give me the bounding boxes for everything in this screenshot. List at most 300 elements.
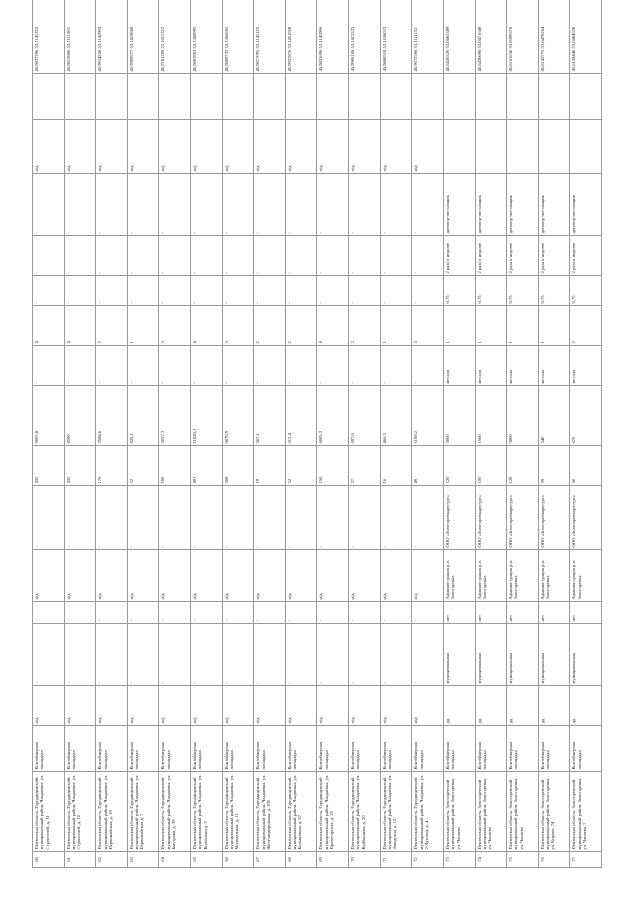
table-cell: Пензенская область, Городищенский муниципальный район, Чаадаевка, ул. Строителей, д. 11 bbox=[33, 772, 65, 852]
table-cell bbox=[254, 74, 286, 120]
table-row bbox=[64, 0, 96, 868]
table-cell: - bbox=[64, 346, 96, 386]
table-cell: 45,6143775 53,0478264 bbox=[538, 0, 570, 74]
table-cell: 120 bbox=[443, 446, 475, 486]
table-cell: 4 bbox=[64, 306, 96, 346]
table-cell: 63 bbox=[127, 852, 159, 868]
table-cell: 2 bbox=[254, 306, 286, 346]
table-cell: металл bbox=[570, 346, 602, 386]
table-cell: 65 bbox=[191, 852, 223, 868]
table-cell: 3 bbox=[96, 306, 128, 346]
table-cell: - bbox=[317, 236, 349, 276]
table-cell: 2 раза в неделю bbox=[507, 236, 539, 276]
table-cell: 45,9817095 53,1141125 bbox=[254, 0, 286, 74]
table-cell: - bbox=[127, 236, 159, 276]
table-cell: н/д bbox=[254, 686, 286, 726]
table-cell: н/д bbox=[33, 550, 65, 602]
table-cell: 2 bbox=[349, 306, 381, 346]
table-cell: 45,9937876 53,1451858 bbox=[285, 0, 317, 74]
table-cell: дд bbox=[475, 686, 507, 726]
table-cell: 0,75 bbox=[475, 276, 507, 306]
table-cell: 45,6430690 53,0471649 bbox=[475, 0, 507, 74]
table-cell: 340 bbox=[538, 386, 570, 446]
table-cell: н/д bbox=[349, 686, 381, 726]
table-cell: - bbox=[380, 624, 412, 686]
table-cell: н/д bbox=[96, 120, 128, 174]
table-row bbox=[222, 0, 254, 868]
table-cell: - bbox=[159, 276, 191, 306]
table-cell: договор-поставщик bbox=[507, 174, 539, 236]
table-cell: н/д bbox=[349, 120, 381, 174]
table-row bbox=[317, 0, 349, 868]
table-cell: - bbox=[96, 174, 128, 236]
table-cell: - bbox=[33, 174, 65, 236]
table-cell: нет bbox=[507, 602, 539, 624]
table-cell: - bbox=[412, 276, 444, 306]
table-cell: - bbox=[127, 486, 159, 550]
table-cell: - bbox=[33, 236, 65, 276]
table-cell: 45,9909577 53,1419860 bbox=[127, 0, 159, 74]
table-cell: 67 bbox=[254, 852, 286, 868]
table-cell: 6085,3 bbox=[317, 386, 349, 446]
table-cell: договор-поставщик bbox=[570, 174, 602, 236]
table-cell: - bbox=[96, 276, 128, 306]
table-cell: н/д bbox=[64, 686, 96, 726]
table-cell: - bbox=[380, 174, 412, 236]
table-cell: - bbox=[254, 486, 286, 550]
table-cell bbox=[317, 74, 349, 120]
table-cell: Пензенская область, Золотаревский муниципальный район, Золотаревка, ул. Чапаева bbox=[507, 772, 539, 852]
table-cell: 920,1 bbox=[127, 386, 159, 446]
table-cell: 2057,3 bbox=[159, 386, 191, 446]
table-cell: н/д bbox=[412, 120, 444, 174]
table-cell: 0,75 bbox=[538, 276, 570, 306]
table-cell bbox=[33, 74, 65, 120]
table-cell: н/д bbox=[380, 120, 412, 174]
table-cell: - bbox=[285, 346, 317, 386]
table-cell: договор-поставщик bbox=[538, 174, 570, 236]
table-cell: ООО «Золотаревкаресурс» bbox=[507, 486, 539, 550]
table-cell: 68 bbox=[285, 852, 317, 868]
table-cell: 3800 bbox=[507, 386, 539, 446]
table-cell: 3 bbox=[222, 306, 254, 346]
table-cell: Контейнерная площадка bbox=[191, 726, 223, 772]
table-cell: Контейнерная площадка bbox=[380, 726, 412, 772]
table-cell: 176 bbox=[96, 446, 128, 486]
table-cell: н/д bbox=[64, 120, 96, 174]
table-cell: Пензенская область, Золотаревский муниципальный район, Золотаревка, ул. Чапаева bbox=[443, 772, 475, 852]
table-cell: - bbox=[33, 602, 65, 624]
table-row bbox=[538, 0, 570, 868]
table-cell: 2 раза в неделю bbox=[570, 236, 602, 276]
table-cell: 71 bbox=[380, 852, 412, 868]
table-cell: 45,6161630 53,0399376 bbox=[507, 0, 539, 74]
table-cell: 3800 bbox=[443, 386, 475, 446]
table-cell: - bbox=[254, 236, 286, 276]
table-cell: Пензенская область, Городищенский муниципальный район, Чаадаевка, ул. Первомайская, д. 19 bbox=[96, 772, 128, 852]
table-cell: - bbox=[33, 276, 65, 306]
table-cell bbox=[443, 74, 475, 120]
table-row bbox=[412, 0, 444, 868]
table-row bbox=[443, 0, 475, 868]
table-cell: - bbox=[127, 346, 159, 386]
table-cell bbox=[570, 120, 602, 174]
table-cell: 697,8 bbox=[349, 386, 381, 446]
table-cell: - bbox=[222, 236, 254, 276]
table-cell: металл bbox=[475, 346, 507, 386]
table-cell: - bbox=[285, 602, 317, 624]
table-cell: дд bbox=[570, 686, 602, 726]
table-cell: 435 bbox=[33, 446, 65, 486]
table-cell bbox=[507, 74, 539, 120]
table-cell: 50 bbox=[570, 446, 602, 486]
table-cell: - bbox=[349, 346, 381, 386]
table-cell: Контейнерная площадка bbox=[64, 726, 96, 772]
table-cell: ООО «Золотаревкаресурс» bbox=[443, 486, 475, 550]
table-cell: - bbox=[159, 486, 191, 550]
table-cell: н/д bbox=[127, 120, 159, 174]
table-cell: Пензенская область, Золотаревский муниципальный район, Золотаревка, ул. Чапаева, 7 bbox=[570, 772, 602, 852]
table-cell: Администрация р.п. Золотаревка bbox=[475, 550, 507, 602]
table-cell: Администрация р.п. Золотаревка bbox=[507, 550, 539, 602]
registry-table bbox=[32, 0, 602, 868]
table-cell: н/д bbox=[222, 550, 254, 602]
table-cell: договор-поставщик bbox=[475, 174, 507, 236]
table-cell: Пензенская область, Золотаревский муниципальный район, Золотаревка, ул. Кирова, 74 bbox=[538, 772, 570, 852]
table-cell: Контейнерная площадка bbox=[349, 726, 381, 772]
table-cell: - bbox=[317, 602, 349, 624]
table-cell: - bbox=[191, 346, 223, 386]
table-cell: 1 bbox=[475, 306, 507, 346]
table-cell: - bbox=[285, 174, 317, 236]
table-cell: н/д bbox=[380, 550, 412, 602]
table-cell: н/д bbox=[191, 120, 223, 174]
table-cell: 3588,6 bbox=[96, 386, 128, 446]
table-cell: 1108,2 bbox=[412, 386, 444, 446]
table-cell: - bbox=[317, 346, 349, 386]
table-cell bbox=[222, 74, 254, 120]
table-cell: ООО «Золотаревкаресурс» bbox=[538, 486, 570, 550]
table-cell: - bbox=[412, 624, 444, 686]
table-cell: н/д bbox=[33, 686, 65, 726]
table-cell: н/д bbox=[64, 550, 96, 602]
table-cell: Контейнерная площадка bbox=[507, 726, 539, 772]
table-cell: 66 bbox=[222, 852, 254, 868]
table-cell: - bbox=[64, 486, 96, 550]
table-cell: 491 bbox=[191, 446, 223, 486]
table-cell: - bbox=[127, 276, 159, 306]
table-cell: н/д bbox=[33, 120, 65, 174]
table-cell: - bbox=[222, 174, 254, 236]
table-cell: Контейнерная площадка bbox=[285, 726, 317, 772]
table-cell: металл bbox=[443, 346, 475, 386]
table-cell: н/д bbox=[159, 120, 191, 174]
table-cell: 77 bbox=[570, 852, 602, 868]
table-cell: - bbox=[254, 624, 286, 686]
table-cell: 670 bbox=[570, 386, 602, 446]
table-cell bbox=[159, 74, 191, 120]
table-cell: 1 bbox=[443, 306, 475, 346]
table-cell: - bbox=[349, 486, 381, 550]
table-cell: 466,3 bbox=[380, 386, 412, 446]
table-cell bbox=[412, 74, 444, 120]
table-cell: 45,9888518 53,1106033 bbox=[380, 0, 412, 74]
table-cell: Контейнерная площадка bbox=[538, 726, 570, 772]
table-cell bbox=[570, 74, 602, 120]
table-cell: Администрация р.п. Золотаревка bbox=[538, 550, 570, 602]
table-cell: 76 bbox=[538, 852, 570, 868]
table-cell: н/д bbox=[380, 686, 412, 726]
table-cell: н/д bbox=[317, 120, 349, 174]
table-cell: 61 bbox=[64, 852, 96, 868]
table-cell: - bbox=[349, 174, 381, 236]
table-cell: 1 bbox=[538, 306, 570, 346]
table-row bbox=[191, 0, 223, 868]
table-cell: н/д bbox=[191, 550, 223, 602]
table-cell: нет bbox=[443, 602, 475, 624]
table-cell: Пензенская область, Городищенский муниципальный район, Чаадаевка, ул. 2-Луговая, д. 4 bbox=[412, 772, 444, 852]
table-cell: дд bbox=[507, 686, 539, 726]
table-cell: 60 bbox=[33, 852, 65, 868]
table-row bbox=[475, 0, 507, 868]
table-cell: 52 bbox=[285, 446, 317, 486]
table-cell: - bbox=[317, 276, 349, 306]
table-cell: Контейнерная площадка bbox=[317, 726, 349, 772]
table-cell bbox=[538, 74, 570, 120]
table-cell bbox=[538, 120, 570, 174]
table-cell: 45,6430320 53,0465389 bbox=[443, 0, 475, 74]
table-cell: Контейнерная площадка bbox=[159, 726, 191, 772]
table-cell: ООО «Золотаревкаресурс» bbox=[570, 486, 602, 550]
table-row bbox=[127, 0, 159, 868]
table-cell: - bbox=[380, 486, 412, 550]
table-cell: - bbox=[96, 346, 128, 386]
table-cell: 0,75 bbox=[507, 276, 539, 306]
table-cell: - bbox=[254, 602, 286, 624]
table-cell: - bbox=[64, 276, 96, 306]
table-cell bbox=[127, 74, 159, 120]
table-cell: н/д bbox=[127, 550, 159, 602]
table-cell: - bbox=[317, 174, 349, 236]
table-cell: 72 bbox=[412, 852, 444, 868]
table-cell: Пензенская область, Городищенский муниципальный район, Чаадаевка, ул. Куйбышева, д. 20 bbox=[349, 772, 381, 852]
table-cell: 8590 bbox=[64, 386, 96, 446]
table-cell bbox=[475, 74, 507, 120]
table-cell: - bbox=[159, 346, 191, 386]
table-cell: Пензенская область, Городищенский муниципальный район, Чаадаевка, ул. Молодёжная, д. 11 bbox=[222, 772, 254, 852]
table-cell: Пензенская область, Городищенский муниципальный район, Чаадаевка, ул. Первомайская д. 7 bbox=[127, 772, 159, 852]
table-cell: н/д bbox=[317, 686, 349, 726]
table-cell: - bbox=[380, 236, 412, 276]
table-cell: - bbox=[96, 236, 128, 276]
table-cell: - bbox=[64, 236, 96, 276]
table-cell: - bbox=[380, 602, 412, 624]
table-cell: - bbox=[191, 174, 223, 236]
table-cell: - bbox=[412, 236, 444, 276]
table-row bbox=[159, 0, 191, 868]
table-cell bbox=[191, 74, 223, 120]
table-cell: - bbox=[285, 276, 317, 306]
table-cell: 45,9672596 53,1111152 bbox=[412, 0, 444, 74]
table-cell: 100 bbox=[159, 446, 191, 486]
table-cell: 4 bbox=[191, 306, 223, 346]
table-cell: - bbox=[380, 276, 412, 306]
table-cell: - bbox=[159, 624, 191, 686]
table-cell: муниципальная bbox=[475, 624, 507, 686]
table-cell: н/д bbox=[254, 120, 286, 174]
table-cell: 1 bbox=[380, 306, 412, 346]
table-row bbox=[507, 0, 539, 868]
table-cell: 70 bbox=[349, 852, 381, 868]
table-row bbox=[33, 0, 65, 868]
table-cell: - bbox=[222, 276, 254, 306]
table-cell: Пензенская область, Городищенский муниципальный район, Чаадаевка, ул. Железнодорожная, д. 195 bbox=[254, 772, 286, 852]
table-cell: 1 bbox=[127, 306, 159, 346]
table-cell: - bbox=[127, 602, 159, 624]
table-cell: нет bbox=[475, 602, 507, 624]
table-cell: н/д bbox=[96, 550, 128, 602]
table-cell: н/д bbox=[127, 686, 159, 726]
table-cell: - bbox=[159, 174, 191, 236]
table-cell: 45,9803903 53,1368995 bbox=[191, 0, 223, 74]
table-cell: 52 bbox=[127, 446, 159, 486]
table-cell: - bbox=[159, 602, 191, 624]
table-cell: 62 bbox=[96, 852, 128, 868]
table-cell: - bbox=[191, 486, 223, 550]
table-cell: 9005,8 bbox=[33, 386, 65, 446]
table-cell: Пензенская область, Городищенский муниципальный район, Чаадаевка, ул. Быстрова, д. 39 bbox=[159, 772, 191, 852]
table-cell: муниципальная bbox=[443, 624, 475, 686]
table-cell: 64 bbox=[159, 852, 191, 868]
table-cell: н/д bbox=[222, 686, 254, 726]
table-cell: - bbox=[96, 602, 128, 624]
table-row bbox=[570, 0, 602, 868]
table-cell: н/д bbox=[254, 550, 286, 602]
table-cell: Контейнерная площадка bbox=[570, 726, 602, 772]
table-cell: Пензенская область, Городищенский муниципальный район, Чаадаевка, ул. Строителей, д. 10 bbox=[64, 772, 96, 852]
table-cell: 288 bbox=[222, 446, 254, 486]
table-cell: 49 bbox=[412, 446, 444, 486]
table-cell: - bbox=[317, 486, 349, 550]
table-cell: договор-поставщик bbox=[443, 174, 475, 236]
table-cell: дд bbox=[443, 686, 475, 726]
table-cell: 74 bbox=[475, 852, 507, 868]
table-cell: 312,4 bbox=[285, 386, 317, 446]
table-cell: Контейнерная площадка bbox=[475, 726, 507, 772]
table-cell: Контейнерная площадка bbox=[412, 726, 444, 772]
table-cell bbox=[349, 74, 381, 120]
table-cell: Пензенская область, Городищенский муниципальный район, Чаадаевка, ул. Больничная, д. 67 bbox=[285, 772, 317, 852]
table-cell: 2 раза в неделю bbox=[443, 236, 475, 276]
table-cell: 2 bbox=[285, 306, 317, 346]
table-cell: муниципальная bbox=[538, 624, 570, 686]
table-cell: 2 раза в неделю bbox=[475, 236, 507, 276]
table-cell: - bbox=[64, 602, 96, 624]
table-cell: - bbox=[380, 346, 412, 386]
table-cell: Пензенская область, Городищенский муниципальный район, Чаадаевка, ул. Пролетарская, д. 35 bbox=[317, 772, 349, 852]
table-row bbox=[349, 0, 381, 868]
table-cell: - bbox=[349, 276, 381, 306]
table-cell: н/д bbox=[285, 686, 317, 726]
table-cell bbox=[380, 74, 412, 120]
table-cell: Пензенская область, Золотаревский муниципальный район, Золотаревка, ул. Чапаева bbox=[475, 772, 507, 852]
table-cell: металл bbox=[538, 346, 570, 386]
table-cell: - bbox=[191, 276, 223, 306]
table-cell: Администрация р.п. Золотаревка bbox=[570, 550, 602, 602]
table-cell: 435 bbox=[64, 446, 96, 486]
table-cell: 4 bbox=[33, 306, 65, 346]
table-cell: - bbox=[191, 602, 223, 624]
table-cell: - bbox=[222, 346, 254, 386]
table-cell: 3 bbox=[159, 306, 191, 346]
table-cell: 2 раза в неделю bbox=[538, 236, 570, 276]
table-row bbox=[380, 0, 412, 868]
table-cell: н/д bbox=[159, 686, 191, 726]
table-cell: н/д bbox=[159, 550, 191, 602]
table-cell: 73 bbox=[443, 852, 475, 868]
table-cell: - bbox=[127, 174, 159, 236]
table-cell: 0,75 bbox=[443, 276, 475, 306]
table-cell: 45,9812806 53,1111362 bbox=[64, 0, 96, 74]
table-cell: 45,9809732 53,1366665 bbox=[222, 0, 254, 74]
table-cell: 39 bbox=[538, 446, 570, 486]
table-cell: 4 bbox=[317, 306, 349, 346]
table-cell: Администрация р.п. Золотаревка bbox=[443, 550, 475, 602]
table-cell: - bbox=[222, 602, 254, 624]
table-cell: нет bbox=[538, 602, 570, 624]
table-cell: - bbox=[349, 624, 381, 686]
table-cell: - bbox=[222, 624, 254, 686]
table-cell bbox=[285, 74, 317, 120]
table-cell: муниципальная bbox=[507, 624, 539, 686]
table-cell: - bbox=[412, 486, 444, 550]
table-cell: муниципальная bbox=[570, 624, 602, 686]
table-cell: н/д bbox=[222, 120, 254, 174]
table-cell: 1560 bbox=[475, 386, 507, 446]
table-cell: Пензенская область, Городищенский муниципальный район, Чаадаевка, ул. Колхозная д. 5 bbox=[191, 772, 223, 852]
table-cell bbox=[443, 120, 475, 174]
table-cell: н/д bbox=[191, 686, 223, 726]
table-row bbox=[254, 0, 286, 868]
table-cell: - bbox=[412, 174, 444, 236]
table-cell: - bbox=[285, 624, 317, 686]
table-body bbox=[33, 0, 602, 868]
table-cell: Контейнерная площадка bbox=[33, 726, 65, 772]
table-cell: 120 bbox=[507, 446, 539, 486]
table-cell: - bbox=[191, 236, 223, 276]
table-cell: 45,6138440 53,0464628 bbox=[570, 0, 602, 74]
table-cell: н/д bbox=[285, 550, 317, 602]
table-cell: - bbox=[349, 236, 381, 276]
table-cell: н/д bbox=[412, 550, 444, 602]
table-cell: Пензенская область, Городищенский муниципальный район, Чаадаевка, ул. Заводская, д. 12 bbox=[380, 772, 412, 852]
table-cell: - bbox=[254, 174, 286, 236]
table-cell: - bbox=[64, 624, 96, 686]
table-cell: - bbox=[317, 624, 349, 686]
table-cell: - bbox=[412, 346, 444, 386]
table-cell: нет bbox=[570, 602, 602, 624]
table-cell: Контейнерная площадка bbox=[96, 726, 128, 772]
table-cell: 45,9761296 53,1611352 bbox=[159, 0, 191, 74]
table-cell: 100 bbox=[475, 446, 507, 486]
table-cell: 1 bbox=[507, 306, 539, 346]
table-cell: - bbox=[127, 624, 159, 686]
table-cell: н/д bbox=[412, 686, 444, 726]
table-cell bbox=[64, 74, 96, 120]
table-cell: 19 bbox=[254, 446, 286, 486]
table-cell: 3 bbox=[412, 306, 444, 346]
table-cell: 6670,9 bbox=[222, 386, 254, 446]
